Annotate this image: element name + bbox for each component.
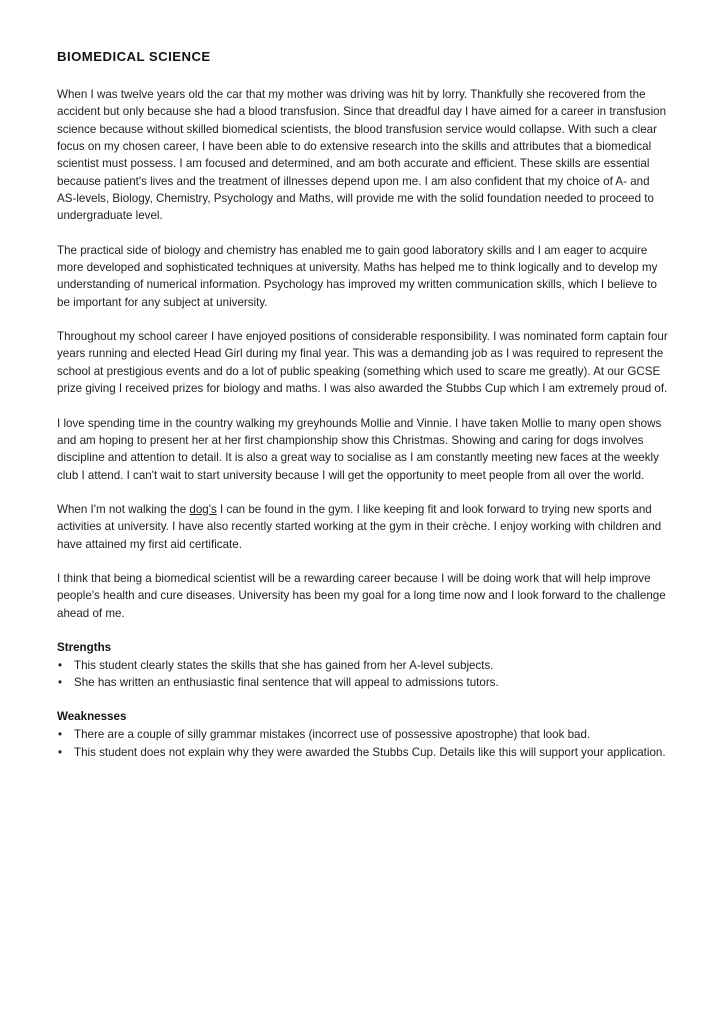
strengths-list	[57, 657, 669, 692]
list-item	[57, 657, 669, 674]
list-item-label: There are a couple of silly grammar mistakes (incorrect use of possessive apostrophe) that look bad.	[74, 728, 591, 742]
paragraph-gym	[57, 501, 669, 553]
weaknesses-heading: Weaknesses	[57, 710, 127, 724]
paragraph-conclusion: I think that being a biomedical scientist will be a rewarding career because I will be doing work that will help improve people's health and cure diseases. University has been my goal for a long time now and I look forward to the challenge ahead of me.	[57, 571, 666, 620]
underlined-word-dogs: dog's	[189, 502, 217, 516]
strengths-heading: Strengths	[57, 640, 112, 654]
list-item	[57, 674, 669, 691]
list-item	[57, 744, 669, 761]
list-item-label: She has written an enthusiastic final sentence that will appeal to admissions tutors.	[74, 676, 499, 690]
paragraph-gym-text-after: I can be found in the gym. I like keeping fit and look forward to trying new sports and activities at university. I have also recently started working at the gym in their crèche. I enjoy working with children and have attained my first aid certificate.	[57, 502, 662, 551]
paragraph-gym-text-before: When I'm not walking the	[57, 502, 190, 516]
page-title: BIOMEDICAL SCIENCE	[57, 49, 211, 64]
list-item-label: This student does not explain why they were awarded the Stubbs Cup. Details like this will support your application.	[74, 745, 666, 759]
weaknesses-list	[57, 726, 669, 761]
bullet-marker-icon: •	[58, 745, 63, 759]
list-item	[57, 726, 669, 743]
bullet-marker-icon: •	[58, 676, 63, 690]
weaknesses-section	[57, 708, 669, 761]
paragraph-intro: When I was twelve years old the car that my mother was driving was hit by lorry. Thankfully she recovered from the accident but only because she had a blood transfusion. Since that dreadful day I have aimed for a career in transfusion science because without skilled biomedical scientists, the blood transfusion service would collapse. With such a clear focus on my chosen career, I have been able to do extensive research into the skills and attributes that a biomedical scientist must possess. I am focused and determined, and am both accurate and efficient. These skills are essential because patient's lives and the treatment of illnesses depend upon me. I am also confident that my choice of A- and AS-levels, Biology, Chemistry, Psychology and Maths, will provide me with the solid foundation needed to proceed to undergraduate level.	[57, 88, 667, 223]
paragraph-responsibility: Throughout my school career I have enjoyed positions of considerable responsibility. I was nominated form captain four years running and elected Head Girl during my final year. This was a demanding job as I was required to represent the school at prestigious events and do a lot of public speaking (something which used to scare me greatly). At our GCSE prize giving I received prizes for biology and maths. I was also awarded the Stubbs Cup which I am extremely proud of.	[57, 330, 668, 396]
paragraph-subjects: The practical side of biology and chemistry has enabled me to gain good laboratory skills and I am eager to acquire more developed and sophisticated techniques at university. Maths has helped me to think logically and to develop my understanding of numerical information. Psychology has improved my written communication skills, which I believe to be important for any subject at university.	[57, 243, 658, 309]
strengths-section	[57, 639, 669, 692]
bullet-marker-icon: •	[58, 658, 63, 672]
document-content	[57, 48, 669, 778]
bullet-marker-icon: •	[58, 728, 63, 742]
paragraph-interests: I love spending time in the country walking my greyhounds Mollie and Vinnie. I have taken Mollie to many open shows and am hoping to present her at her first championship show this Christmas. Showing and caring for dogs involves discipline and attention to detail. It is also a great way to socialise as I am constantly meeting new faces at the weekly club I attend. I can't wait to start university because I will get the opportunity to meet people from all over the world.	[57, 416, 662, 482]
list-item-label: This student clearly states the skills that she has gained from her A-level subjects.	[74, 658, 494, 672]
